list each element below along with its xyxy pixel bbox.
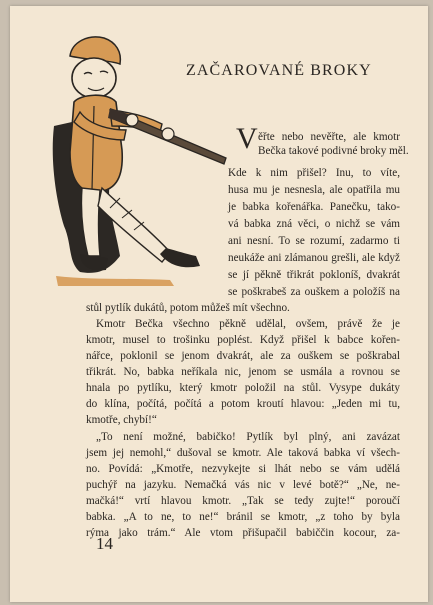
text-line: „To není možné, babičko! Pytlík byl plný, ani zavázat [96,431,400,443]
text-line: Kmotr Bečka všechno pěkně udělal, ovšem, právě že je [96,318,400,330]
text-line: hnala po pytlíku, který kmotr položil na stůl. Vysype dukáty [86,382,400,394]
text-line: neukáže ani zlámanou grešli, ale když [228,252,400,264]
text-line: puchýř na jazyku. Nemačká vás nic v levé botě?“ „Ne, ne- [86,479,400,491]
page-number: 14 [96,534,113,553]
text-line: babka. „A to ne, to ne!“ bránil se kmotr, „z toho by byla [86,511,400,523]
text-line: mačká!“ vrtí hlavou kmotr. „Tak se tedy zujte!“ poroučí [86,495,400,507]
text-line: je babka kořenářka. Panečku, tako- [228,201,400,213]
book-page [10,6,428,602]
drop-cap: V [236,122,258,155]
text-line: no. Povídá: „Kmotře, nezvykejte si lhát nebo se vám udělá [86,463,400,475]
text-line: se poškrabeš za ouškem a položíš na [228,286,400,298]
text-line: vá babka zná věci, o nichž se vám [228,218,400,230]
text-line: nářce, poklonil se jenom dvakrát, ale za ouškem se poškrabal [86,350,400,362]
text-line: rýma jako trám.“ Ale vtom přišupačil babiččin kocour, za- [86,527,400,539]
text-line: jsem jej nemohl,“ dušoval se kmotr. Ale taková babka ví všech- [86,447,400,459]
text-line: husa mu je nesnesla, ale opatřila mu [228,184,400,196]
text-line: stůl pytlík dukátů, potom můžeš mít všechno. [86,302,290,314]
text-line: kmotře, chybí!“ [86,414,157,426]
text-line: kmotr, musel to trošinku poplést. Když přišel k babce kořen- [86,334,400,346]
text-line: ěřte nebo nevěřte, ale kmotr [258,131,400,143]
text-line: Bečka takové podivné broky měl. [258,145,409,157]
chapter-title: ZAČAROVANÉ BROKY [186,62,372,79]
text-line: se jí pěkně třikrát pokloníš, dvakrát [228,269,400,281]
text-line: ani nesní. To se rozumí, zadarmo ti [228,235,400,247]
text-line: Kde k nim přišel? Inu, to víte, [228,167,400,179]
text-line: do klína, počítá, počítá a potom kroutí hlavou: „Jeden mi tu, [86,398,400,410]
text-line: třikrát. No, babka neříkala nic, jenom se usmála a rovnou se [86,366,400,378]
